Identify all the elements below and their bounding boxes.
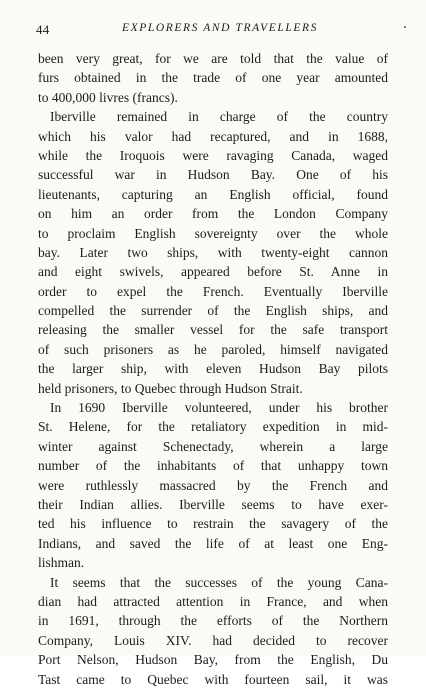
text-line: ted his influence to restrain the savagery of the xyxy=(38,516,388,532)
text-line: order to expel the French. Eventually Iberville xyxy=(38,283,388,299)
body-text xyxy=(38,49,388,689)
text-line: to proclaim English sovereignty over the whole xyxy=(38,225,388,241)
text-line: releasing the smaller vessel for the safe transport xyxy=(38,322,388,338)
text-line: compelled the surrender of the English ships, and xyxy=(38,303,388,319)
text-line: winter against Schenectady, wherein a large xyxy=(38,438,388,454)
text-line: dian had attracted attention in France, and when xyxy=(38,593,388,609)
text-line: lieutenants, capturing an English official, found xyxy=(38,186,388,202)
text-line: St. Helene, for the retaliatory expedition in mid- xyxy=(38,419,388,435)
text-line: lishman. xyxy=(38,555,85,571)
text-line: bay. Later two ships, with twenty-eight cannon xyxy=(38,244,388,260)
text-line: to 400,000 livres (francs). xyxy=(38,89,178,105)
text-line: while the Iroquois were ravaging Canada, waged xyxy=(38,147,388,163)
text-line: Company, Louis XIV. had decided to recover xyxy=(38,632,388,648)
text-line: number of the inhabitants of that unhappy town xyxy=(38,458,388,474)
text-line: on him an order from the London Company xyxy=(38,206,388,222)
text-line: which his valor had recaptured, and in 1688, xyxy=(38,128,388,144)
text-line: held prisoners, to Quebec through Hudson Strait. xyxy=(38,380,303,396)
text-line: Tast came to Quebec with fourteen sail, it was xyxy=(38,671,388,687)
text-line: Iberville remained in charge of the country xyxy=(50,109,388,125)
text-line: been very great, for we are told that the value of xyxy=(38,51,388,66)
text-line: in 1691, through the efforts of the Northern xyxy=(38,613,388,629)
text-line: were ruthlessly massacred by the French and xyxy=(38,477,388,493)
text-line: successful war in Hudson Bay. One of his xyxy=(38,167,388,183)
text-line: and eight swivels, appeared before St. Anne in xyxy=(38,264,388,280)
text-line: the larger ship, with eleven Hudson Bay pilots xyxy=(38,361,388,377)
text-line: their Indian allies. Iberville seems to have exer- xyxy=(38,496,388,512)
text-line: It seems that the successes of the young Cana- xyxy=(50,574,388,590)
page-header xyxy=(36,22,408,38)
paper-speck xyxy=(404,26,406,28)
text-line: Port Nelson, Hudson Bay, from the English, Du xyxy=(38,652,388,668)
text-line: furs obtained in the trade of one year amounted xyxy=(38,70,388,86)
running-head: EXPLORERS AND TRAVELLERS xyxy=(121,22,319,34)
text-line: Indians, and saved the life of at least one Eng- xyxy=(38,535,388,551)
text-line: In 1690 Iberville volunteered, under his brother xyxy=(50,400,388,416)
text-line: of such prisoners as he paroled, himself navigated xyxy=(38,341,388,357)
page-number: 44 xyxy=(36,22,50,37)
